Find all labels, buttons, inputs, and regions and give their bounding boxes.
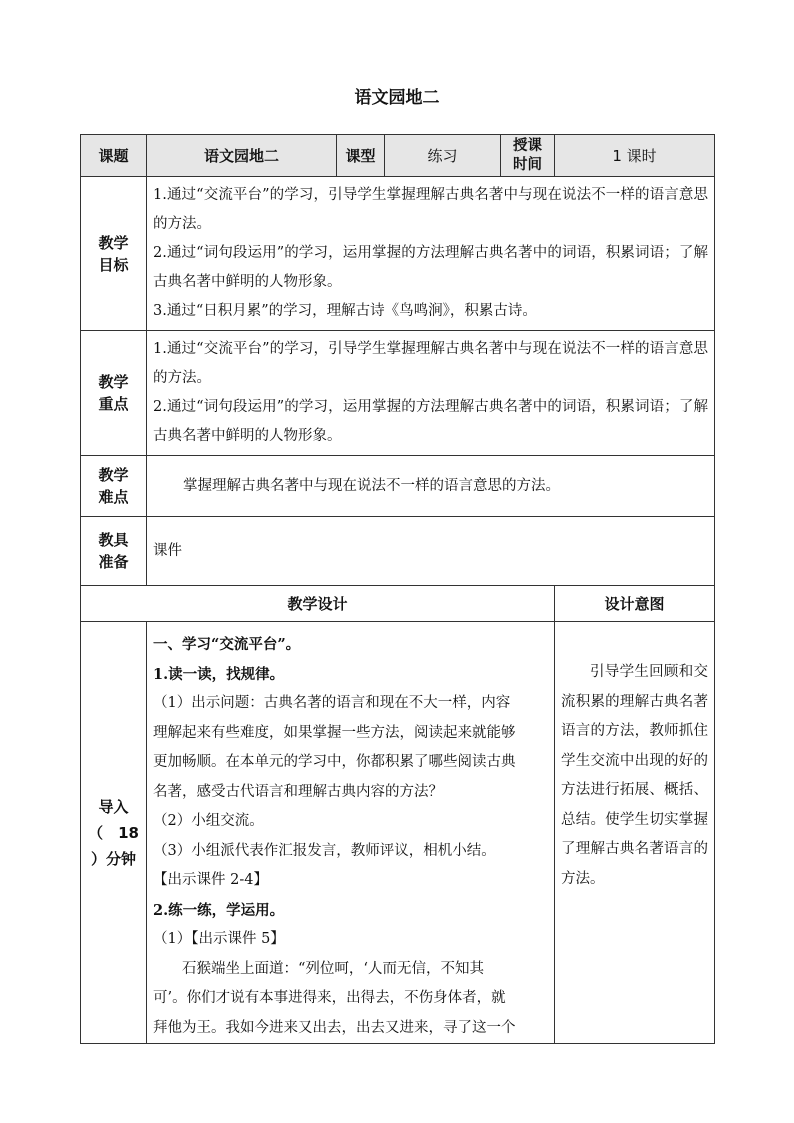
key-point-item: 2.通过“词句段运用”的学习，运用掌握的方法理解古典名著中的词语，积累词语；了解古典名著中鲜明的人物形象。 (153, 399, 708, 444)
lesson-plan-table (80, 134, 715, 1044)
type-value: 练习 (385, 135, 501, 177)
type-label: 课型 (337, 135, 385, 177)
objective-item: 2.通过“词句段运用”的学习，运用掌握的方法理解古典名著中的词语，积累词语；了解古典名著中鲜明的人物形象。 (153, 245, 708, 290)
time-label-line-2: 时间 (513, 156, 542, 173)
materials-label-line-1: 教具 (98, 531, 129, 549)
design-line: 石猴端坐上面道：“列位呵，‘人而无信，不知其 (153, 960, 485, 977)
key-points-row (81, 331, 715, 456)
design-line: （1）【出示课件 5】 (153, 931, 285, 947)
page-title: 语文园地二 (354, 88, 440, 108)
design-content (147, 622, 555, 1044)
materials-content: 课件 (147, 517, 715, 586)
header-row (81, 135, 715, 177)
difficulty-label-line-1: 教学 (98, 466, 129, 484)
design-line: 可’。你们才说有本事进得来，出得去，不伤身体者，就 (153, 990, 506, 1006)
intro-row (81, 622, 715, 1044)
objectives-label (81, 177, 147, 331)
design-line: 名著，感受古代语言和理解古典内容的方法？ (153, 783, 443, 800)
design-line: 理解起来有些难度，如果掌握一些方法，阅读起来就能够 (153, 724, 516, 741)
design-line: 更加畅顺。在本单元的学习中，你都积累了哪些阅读古典 (153, 754, 516, 770)
objectives-label-line-2: 目标 (98, 255, 129, 274)
time-label-line-1: 授课 (513, 137, 542, 154)
intent-text: 引导学生回顾和交流积累的理解古典名著语言的方法，教师抓住学生交流中出现的好的方法进行拓展、概括、总结。使学生切实掌握了理解古典名著语言的方法。 (561, 664, 708, 887)
time-label (501, 135, 555, 177)
design-line: （1）出示问题：古典名著的语言和现在不大一样，内容 (153, 695, 511, 711)
intro-label-line-2: （ 18 (88, 823, 139, 842)
key-point-item: 1.通过“交流平台”的学习，引导学生掌握理解古典名著中与现在说法不一样的语言意思的方法。 (153, 341, 708, 386)
intent-content (555, 622, 715, 1044)
design-line: 1.读一读，找规律。 (153, 665, 285, 683)
design-line: 一、学习“交流平台”。 (153, 636, 301, 653)
intent-header: 设计意图 (555, 586, 715, 622)
materials-label (81, 517, 147, 586)
materials-row (81, 517, 715, 586)
design-header-row (81, 586, 715, 622)
design-line: （3）小组派代表作汇报发言，教师评议，相机小结。 (153, 842, 496, 859)
design-line: （2）小组交流。 (153, 813, 264, 829)
objectives-label-line-1: 教学 (98, 233, 129, 252)
design-line: 拜他为王。我如今进来又出去，出去又进来，寻了这一个 (153, 1019, 516, 1036)
topic-value: 语文园地二 (147, 135, 337, 177)
difficulty-row (81, 456, 715, 517)
key-points-label-line-2: 重点 (98, 395, 129, 413)
objectives-content (147, 177, 715, 331)
design-header: 教学设计 (81, 586, 555, 622)
design-line: 2.练一练，学运用。 (153, 901, 285, 919)
design-line: 【出示课件 2-4】 (153, 872, 268, 888)
intro-label-line-3: ）分钟 (90, 849, 136, 868)
objective-item: 1.通过“交流平台”的学习，引导学生掌握理解古典名著中与现在说法不一样的语言意思的方法。 (153, 187, 708, 232)
objectives-row (81, 177, 715, 331)
key-points-label (81, 331, 147, 456)
difficulty-label-line-2: 难点 (98, 488, 129, 506)
time-value: 1 课时 (555, 135, 715, 177)
topic-label: 课题 (81, 135, 147, 177)
objective-item: 3.通过“日积月累”的学习，理解古诗《鸟鸣涧》，积累古诗。 (153, 303, 537, 319)
difficulty-content: 掌握理解古典名著中与现在说法不一样的语言意思的方法。 (147, 456, 715, 517)
intro-label (81, 622, 147, 1044)
key-points-content (147, 331, 715, 456)
intro-label-line-1: 导入 (98, 797, 129, 816)
materials-label-line-2: 准备 (98, 553, 129, 571)
difficulty-label (81, 456, 147, 517)
key-points-label-line-1: 教学 (98, 373, 129, 391)
